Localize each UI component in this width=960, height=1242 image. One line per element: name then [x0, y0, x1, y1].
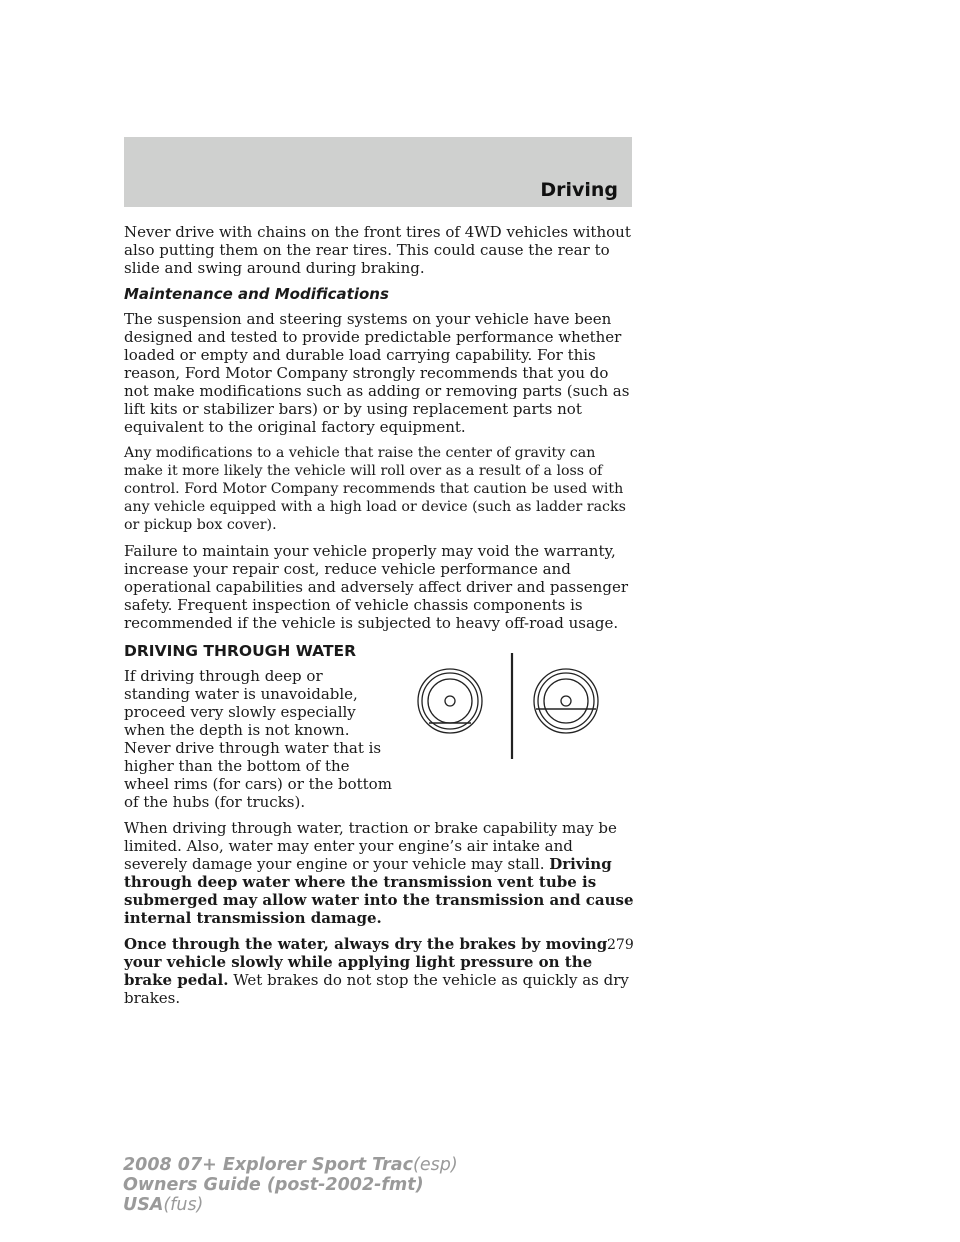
- document-footer: [123, 1155, 458, 1215]
- subheading-maintenance: Maintenance and Modifications: [124, 285, 389, 303]
- footer-market-code: (fus): [163, 1195, 204, 1215]
- car-wheel-drawing: [418, 669, 482, 733]
- wheel-water-depth-figure: [410, 653, 616, 765]
- water-section: [124, 667, 634, 819]
- truck-wheel-drawing: [534, 669, 598, 733]
- footer-line-3: [123, 1195, 458, 1215]
- transmission-warning: Driving through deep water where the transmission vent tube is submerged may allow water into the transmission and cause internal transmission damage.: [124, 855, 634, 927]
- dry-brakes-warning: Once through the water, always dry the brakes by moving your vehicle slowly while applying light pressure on the brake pedal.: [124, 935, 608, 989]
- paragraph-chains: Never drive with chains on the front tires of 4WD vehicles without also putting them on the rear tires. This could cause the rear to slide and swing around during braking.: [124, 223, 631, 277]
- paragraph-traction: [124, 819, 634, 927]
- wet-brakes-text: Wet brakes do not stop the vehicle as quickly as dry brakes.: [124, 971, 629, 1007]
- page-number: 279: [607, 937, 634, 953]
- footer-line-2: Owners Guide (post-2002-fmt): [123, 1175, 424, 1195]
- footer-model: 2008 07+ Explorer Sport Trac: [123, 1155, 413, 1175]
- paragraph-water-intro: If driving through deep or standing water is unavoidable, proceed very slowly especially when the depth is not known. Never drive through water that is higher than the bottom of the wheel rims (for cars) or the bottom of the hubs (for trucks).: [124, 667, 392, 811]
- footer-line-1: [123, 1155, 458, 1175]
- paragraph-modifications: Any modifications to a vehicle that raise the center of gravity can make it more likely the vehicle will roll over as a result of a loss of control. Ford Motor Company recommends that caution be used with any vehicle equipped with a high load or device (such as ladder racks or pickup box cover).: [124, 445, 626, 533]
- footer-model-code: (esp): [413, 1155, 458, 1175]
- paragraph-suspension: The suspension and steering systems on your vehicle have been designed and tested to provide predictable performance whether loaded or empty and durable load carrying capability. For this reason, Ford Motor Company strongly recommends that you do not make modifications such as adding or removing parts (such as lift kits or stabilizer bars) or by using replacement parts not equivalent to the original factory equipment.: [124, 310, 630, 436]
- section-header-band: [124, 137, 632, 207]
- footer-market: USA: [123, 1195, 164, 1215]
- paragraph-failure: Failure to maintain your vehicle properly may void the warranty, increase your repair cost, reduce vehicle performance and operational capabilities and adversely affect driver and passenger safety. Frequent inspection of vehicle chassis components is recommended if the vehicle is subjected to heavy off-road usage.: [124, 542, 628, 632]
- traction-text: When driving through water, traction or brake capability may be limited. Also, water may enter your engine’s air intake and severely damage your engine or your vehicle may stall.: [124, 819, 617, 873]
- paragraph-dry-brakes: [124, 935, 634, 1007]
- heading-driving-through-water: DRIVING THROUGH WATER: [124, 642, 357, 660]
- section-title: Driving: [540, 179, 618, 201]
- page-content: [124, 223, 634, 1015]
